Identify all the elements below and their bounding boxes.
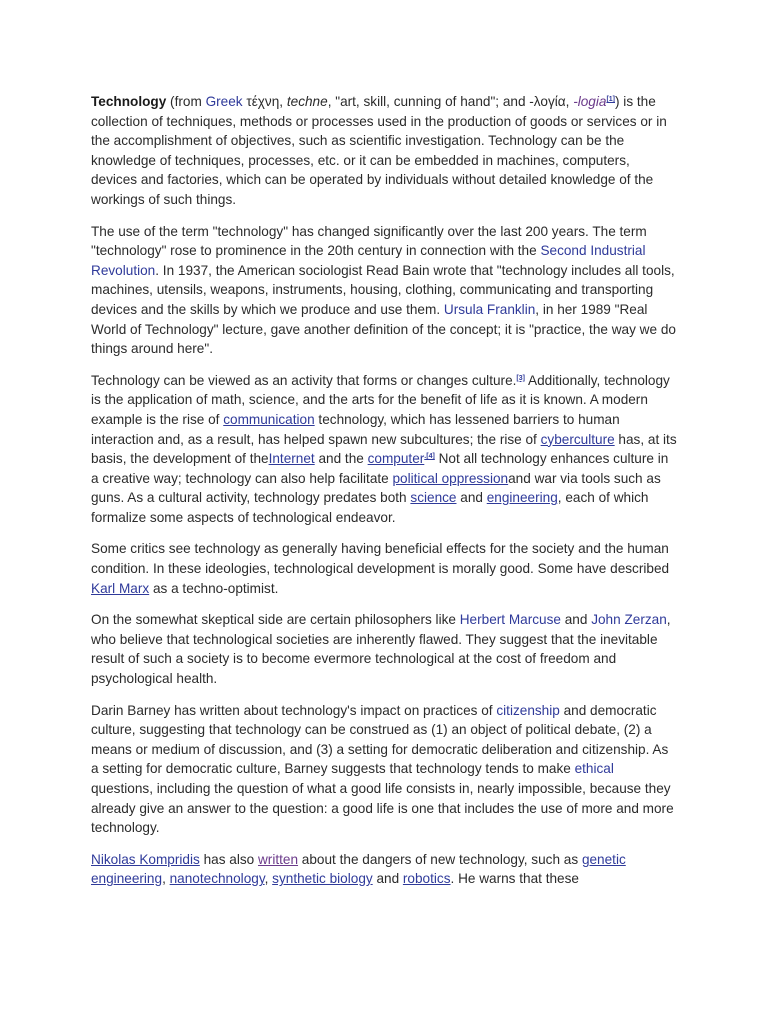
paragraph-text: technology, which has lessened barriers to human interaction and, as a result, has helped spawn new subcultures; the rise of xyxy=(91,411,620,447)
paragraph-intro xyxy=(91,92,679,210)
paragraph-text: The use of the term "technology" has changed significantly over the last 200 years. The term "technology" rose to prominence in the 20th century in connection with the xyxy=(91,223,647,259)
paragraph-text: ) is the collection of techniques, methods or processes used in the production of goods or services or in the accomplishment of objectives, such as scientific investigation. Technology can be the knowledge of techniques, processes, etc. or it can be embedded in machines, computers, devices and factories, which can be operated by individuals without detailed knowledge of the workings of such things. xyxy=(91,94,667,207)
wiki-link[interactable]: science xyxy=(410,490,457,506)
wiki-link[interactable]: genetic engineering xyxy=(91,851,626,887)
paragraph-text: Not all technology enhances culture in a creative way; technology can also help facilitate xyxy=(91,451,669,486)
paragraph-barney xyxy=(91,701,679,838)
paragraph-text: , in her 1989 "Real World of Technology" lecture, gave another definition of the concept; it is "practice, the way we do things around here". xyxy=(91,301,676,357)
paragraph-text: questions, including the question of what a good life consists in, nearly impossible, because they already give an answer to the question: a good life is one that includes the use of more and more technology. xyxy=(91,781,674,836)
paragraph-text: τέχνη, xyxy=(242,94,287,109)
paragraph-text: and democratic culture, suggesting that technology can be construed as (1) an object of political debate, (2) a means or medium of discussion, and (3) a setting for democratic deliberation and citizenship. As a setting for democratic culture, Barney suggests that technology tends to make xyxy=(91,702,669,777)
paragraph-text: On the somewhat skeptical side are certain philosophers like xyxy=(91,612,460,628)
paragraph-text: and xyxy=(560,612,592,628)
paragraph-text: Additionally, technology is the application of math, science, and the arts for the benefit of life as it is known. A modern example is the rise of xyxy=(91,372,670,427)
paragraph-text: . In 1937, the American sociologist Read Bain wrote that "technology includes all tools, machines, utensils, weapons, instruments, housing, clothing, communicating and transporting devices and the skills by which we produce and use them. xyxy=(91,262,675,317)
paragraph-text: , xyxy=(162,871,170,887)
citation-link[interactable]: [1] xyxy=(606,96,615,103)
wiki-link[interactable]: Karl Marx xyxy=(91,580,150,596)
wiki-link[interactable]: nanotechnology xyxy=(169,871,265,887)
paragraph-history xyxy=(91,222,679,359)
wiki-link[interactable]: Greek xyxy=(205,94,243,109)
paragraph-text: techne xyxy=(286,94,328,109)
wiki-link[interactable]: computer xyxy=(367,451,425,467)
wiki-link[interactable]: Nikolas Kompridis xyxy=(91,851,200,867)
wiki-link[interactable]: Internet xyxy=(268,451,315,467)
paragraph-text: as a techno-optimist. xyxy=(149,580,279,596)
wiki-link[interactable]: Herbert Marcuse xyxy=(459,612,561,628)
document-body xyxy=(91,92,679,901)
paragraph-text: , each of which formalize some aspects of technological endeavor. xyxy=(91,490,649,525)
paragraph-text: , "art, skill, cunning of hand"; and -λογία, xyxy=(327,94,574,109)
paragraph-text: Some critics see technology as generally having beneficial effects for the society and the human condition. In these ideologies, technological development is morally good. Some have described xyxy=(91,541,670,577)
paragraph-critics xyxy=(91,539,679,598)
citation-link[interactable]: .[4] xyxy=(424,453,435,461)
paragraph-text: and war via tools such as guns. As a cultural activity, technology predates both xyxy=(91,470,661,506)
paragraph-text: . He warns that these xyxy=(450,871,579,887)
wiki-link[interactable]: communication xyxy=(223,411,315,427)
paragraph-text: about the dangers of new technology, such as xyxy=(298,851,582,867)
paragraph-text: has also xyxy=(199,851,258,867)
wiki-link[interactable]: synthetic biology xyxy=(272,871,373,887)
paragraph-text: , who believe that technological societies are inherently flawed. They suggest that the inevitable result of such a society is to become evermore technological at the cost of freedom and psychological health. xyxy=(91,612,671,687)
wiki-link[interactable]: Ursula Franklin xyxy=(443,301,536,317)
wiki-link[interactable]: cyberculture xyxy=(540,431,615,447)
paragraph-text: and the xyxy=(314,451,368,467)
wiki-link[interactable]: ethical xyxy=(574,761,614,777)
paragraph-text: (from xyxy=(166,94,206,109)
paragraph-kompridis xyxy=(91,850,679,889)
citation-link[interactable]: [3] xyxy=(516,374,525,382)
wiki-link[interactable]: written xyxy=(257,851,299,867)
wiki-link[interactable]: engineering xyxy=(486,490,558,506)
wiki-link[interactable]: -logia xyxy=(573,94,607,109)
paragraph-culture xyxy=(91,371,679,528)
wiki-link[interactable]: Second Industrial Revolution xyxy=(91,243,646,278)
wiki-link[interactable]: political oppression xyxy=(392,470,509,486)
paragraph-text: , xyxy=(264,871,273,887)
wiki-link[interactable]: John Zerzan xyxy=(591,612,667,628)
paragraph-text: and xyxy=(456,490,487,506)
wiki-link[interactable]: citizenship xyxy=(496,702,560,718)
term-heading: Technology xyxy=(91,94,167,109)
wiki-link[interactable]: robotics xyxy=(402,871,451,887)
paragraph-text: has, at its basis, the development of the xyxy=(91,431,677,467)
paragraph-text: and xyxy=(372,871,403,887)
paragraph-text: Darin Barney has written about technology's impact on practices of xyxy=(91,702,497,718)
paragraph-text: Technology can be viewed as an activity that forms or changes culture. xyxy=(91,372,517,388)
paragraph-skeptics xyxy=(91,610,679,688)
